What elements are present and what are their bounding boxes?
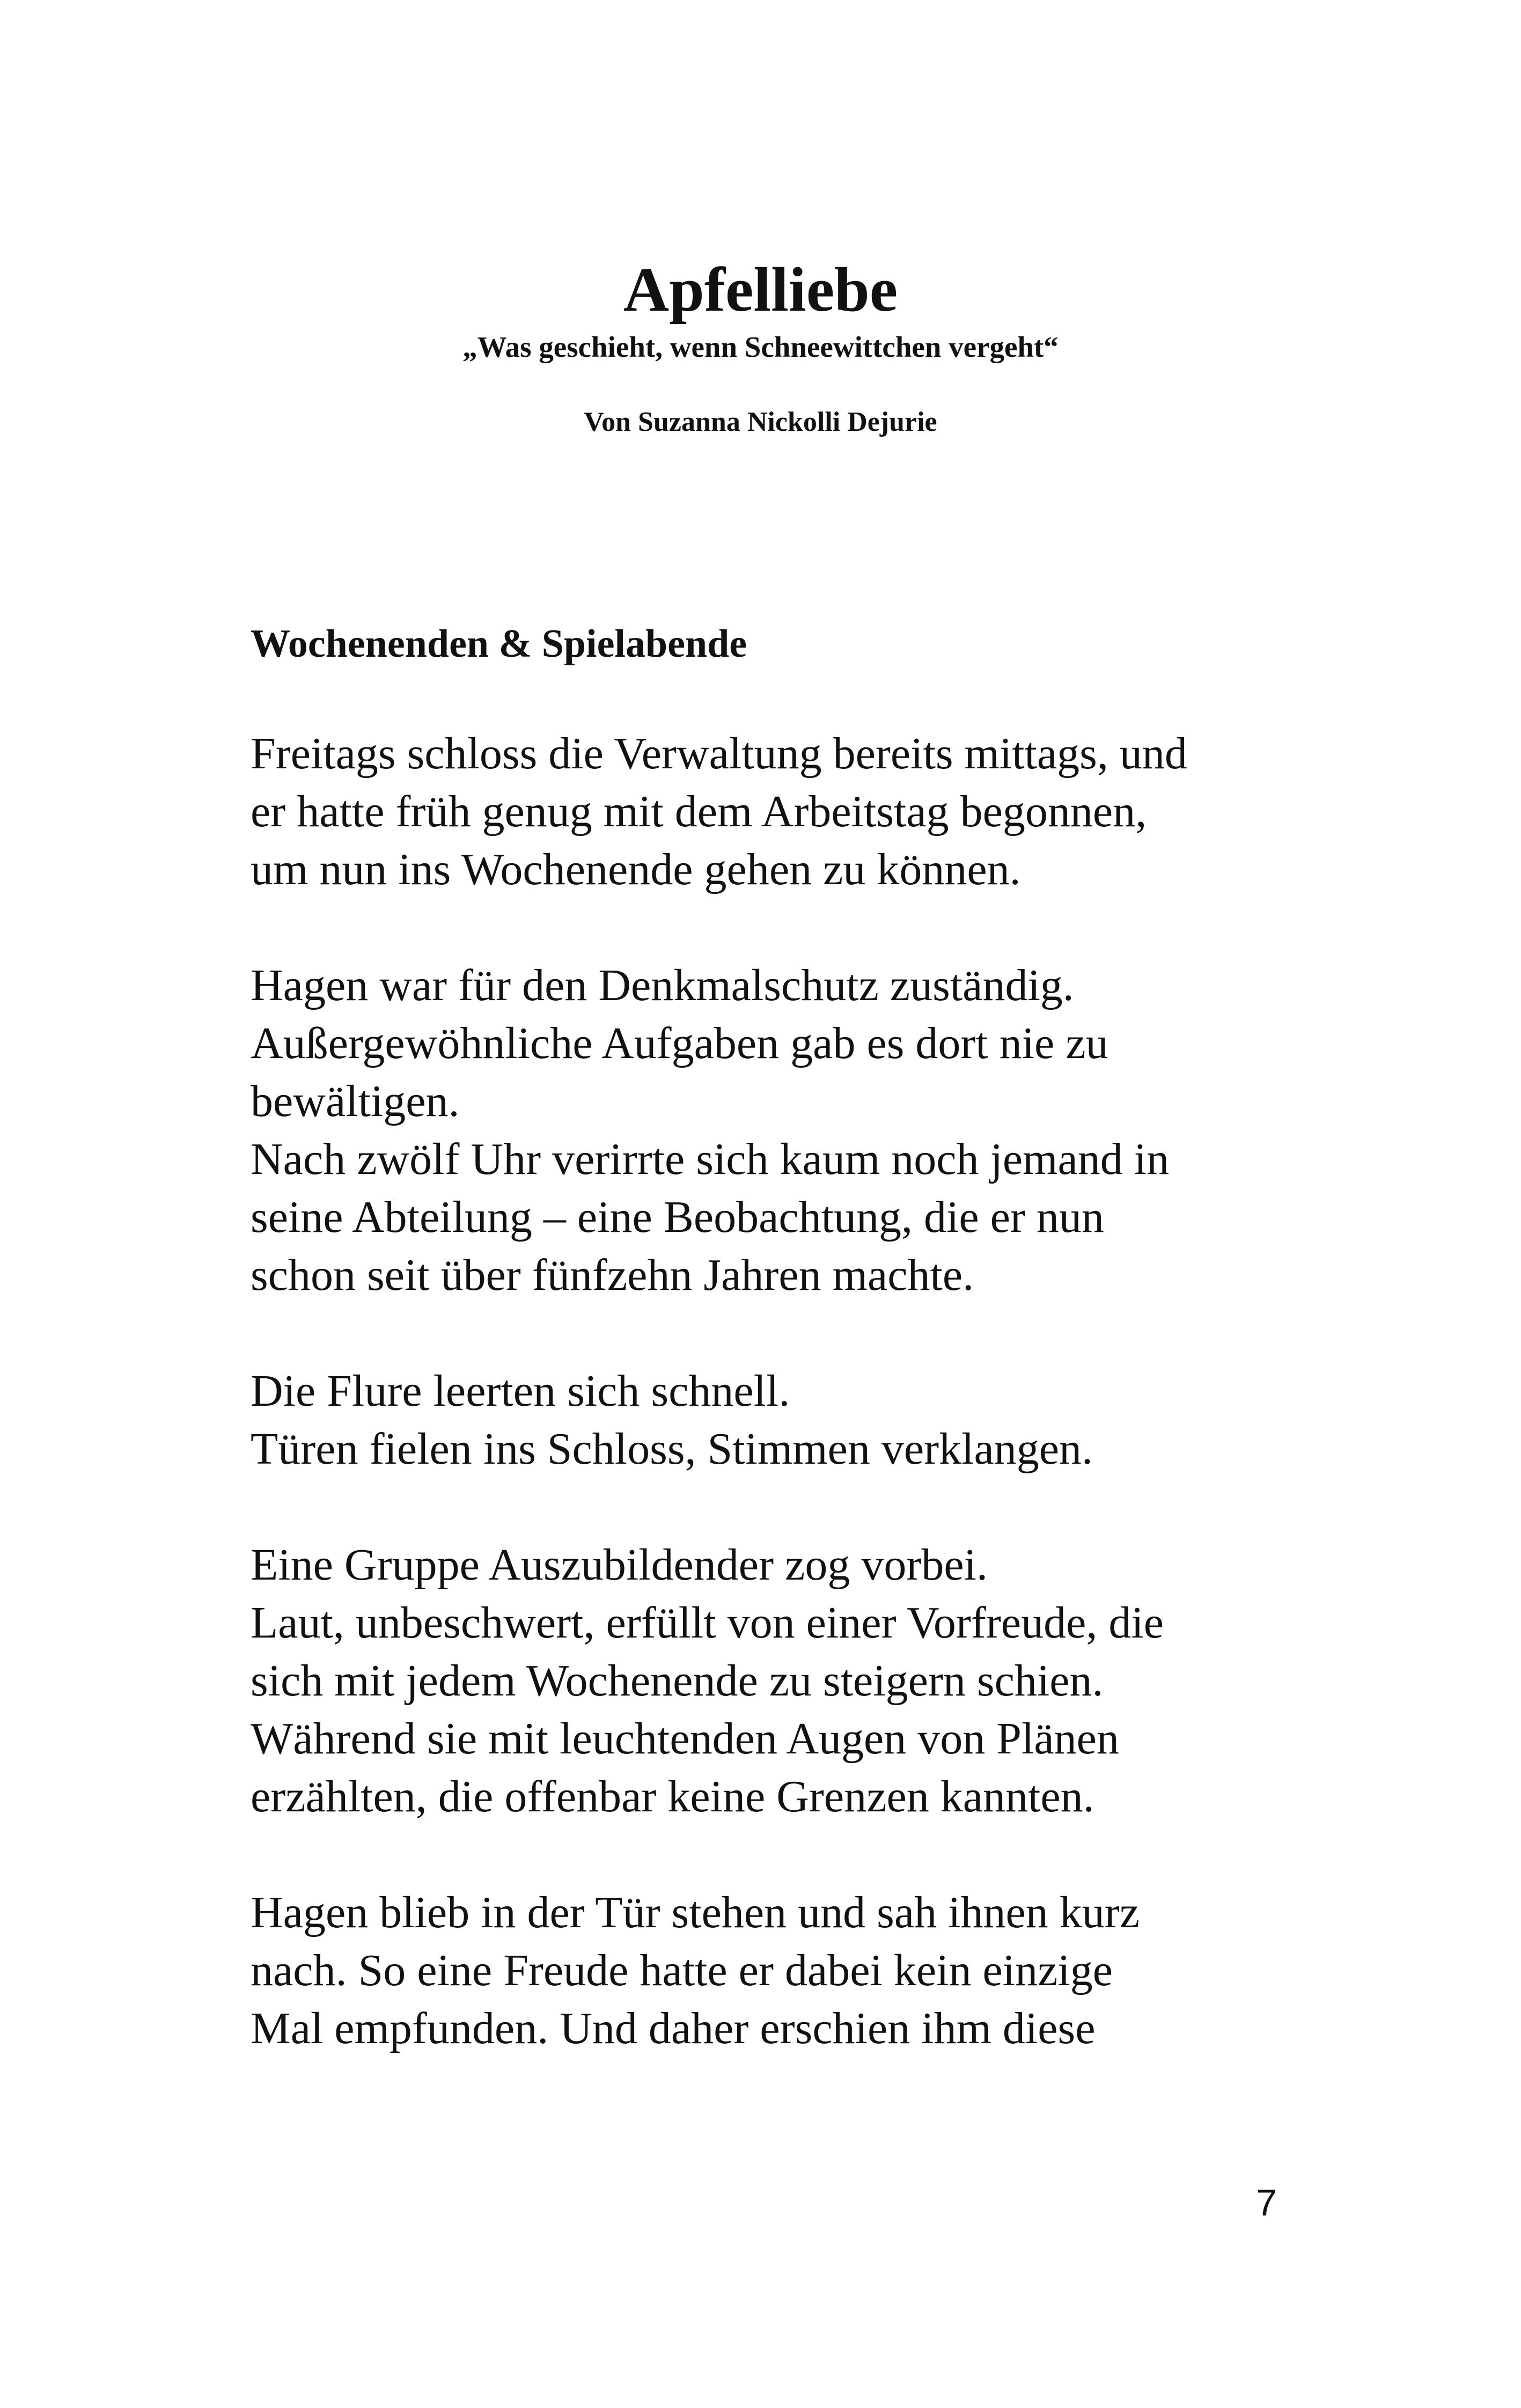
- text-line: bewältigen.: [251, 1076, 460, 1126]
- text-line: Nach zwölf Uhr verirrte sich kaum noch jemand in: [251, 1134, 1170, 1184]
- text-line: Laut, unbeschwert, erfüllt von einer Vorfreude, die: [251, 1598, 1164, 1648]
- text-line: Hagen war für den Denkmalschutz zuständig.: [251, 960, 1074, 1010]
- book-title: Apfelliebe: [623, 254, 898, 325]
- text-line: er hatte früh genug mit dem Arbeitstag begonnen,: [251, 787, 1147, 836]
- text-line: Mal empfunden. Und daher erschien ihm diese: [251, 2003, 1096, 2053]
- text-line: Türen fielen ins Schloss, Stimmen verklangen.: [251, 1424, 1093, 1474]
- text-line: Hagen blieb in der Tür stehen und sah ihnen kurz: [251, 1888, 1140, 1937]
- paragraph-gap: [251, 1478, 1297, 1536]
- text-line: sich mit jedem Wochenende zu steigern schien.: [251, 1656, 1104, 1706]
- text-line: nach. So eine Freude hatte er dabei kein einzige: [251, 1946, 1113, 1995]
- paragraph-gap: [251, 899, 1297, 957]
- page-number: 7: [1256, 2182, 1277, 2223]
- paragraph-gap: [251, 1826, 1297, 1884]
- text-line: seine Abteilung – eine Beobachtung, die er nun: [251, 1192, 1104, 1242]
- text-line: schon seit über fünfzehn Jahren machte.: [251, 1250, 974, 1300]
- book-subtitle: „Was geschieht, wenn Schneewittchen vergeht“: [462, 331, 1059, 363]
- text-line: Die Flure leerten sich schnell.: [251, 1366, 790, 1416]
- text-line: Freitags schloss die Verwaltung bereits mittags, und: [251, 729, 1187, 779]
- text-line: Eine Gruppe Auszubildender zog vorbei.: [251, 1540, 988, 1590]
- paragraph-gap: [251, 1304, 1297, 1362]
- text-line: Während sie mit leuchtenden Augen von Plänen: [251, 1714, 1119, 1764]
- chapter-body: [251, 725, 1297, 2058]
- author-line: Von Suzanna Nickolli Dejurie: [584, 407, 937, 437]
- text-line: um nun ins Wochenende gehen zu können.: [251, 845, 1021, 894]
- text-line: Außergewöhnliche Aufgaben gab es dort nie zu: [251, 1018, 1108, 1068]
- text-line: erzählten, die offenbar keine Grenzen kannten.: [251, 1772, 1094, 1822]
- chapter-heading: Wochenenden & Spielabende: [251, 622, 747, 666]
